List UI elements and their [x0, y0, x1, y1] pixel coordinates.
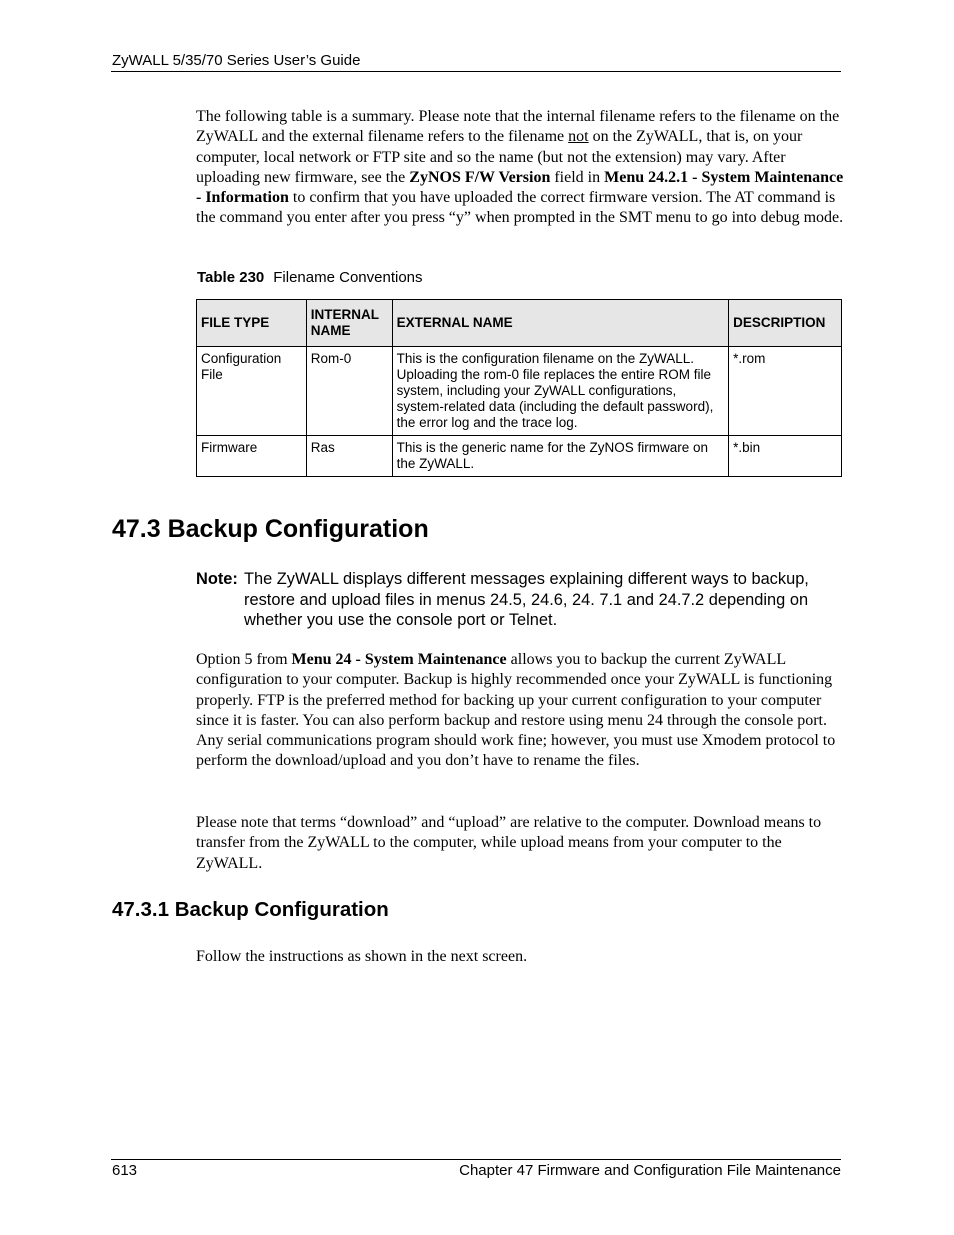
col-header-description: DESCRIPTION — [729, 300, 842, 347]
table-cell: This is the generic name for the ZyNOS firmware on the ZyWALL. — [392, 436, 728, 477]
table-row — [197, 436, 842, 477]
footer-rule — [111, 1159, 841, 1160]
table-caption: Table 230 Filename Conventions — [197, 269, 423, 286]
backup-paragraph: Option 5 from Menu 24 - System Maintenance allows you to backup the current ZyWALL configuration to your computer. Backup is highly recommended once your ZyWALL is functioning properly. FTP is the preferred method for backing up your current configuration to your computer since it is faster. You can also perform backup and restore using menu 24 through the console port. Any serial communications program should work fine; however, you must use Xmodem protocol to perform the download/upload and you don’t have to rename the files. — [196, 651, 836, 770]
chapter-title: Chapter 47 Firmware and Configuration File Maintenance — [459, 1162, 841, 1179]
section-heading: 47.3 Backup Configuration — [112, 515, 429, 543]
col-header-file-type: FILE TYPE — [197, 300, 307, 347]
download-upload-paragraph: Please note that terms “download” and “upload” are relative to the computer. Download means to transfer from the ZyWALL to the computer, while upload means from your computer to the ZyWALL. — [196, 814, 822, 872]
table-cell: Firmware — [197, 436, 307, 477]
table-row — [197, 347, 842, 436]
note-block — [196, 569, 846, 631]
note-label: Note: — [196, 570, 238, 588]
table-cell: *.bin — [729, 436, 842, 477]
table-cell: Rom-0 — [306, 347, 392, 436]
filename-conventions-table — [196, 299, 842, 477]
note-text: The ZyWALL displays different messages explaining different ways to backup, restore and upload files in menus 24.5, 24.6, 24. 7.1 and 24.7.2 depending on whether you use the console port or Telnet. — [244, 570, 809, 629]
header-rule — [111, 71, 841, 72]
subsection-heading: 47.3.1 Backup Configuration — [112, 898, 389, 921]
table-cell: *.rom — [729, 347, 842, 436]
table-cell: Configuration File — [197, 347, 307, 436]
col-header-internal-name: INTERNAL NAME — [306, 300, 392, 347]
table-cell: This is the configuration filename on the ZyWALL. Uploading the rom-0 file replaces the entire ROM file system, including your ZyWALL configurations, system-related data (including the default password), the error log and the trace log. — [392, 347, 728, 436]
intro-paragraph: The following table is a summary. Please note that the internal filename refers to the filename on the ZyWALL and the external filename refers to the filename not on the ZyWALL, that is, on your computer, local network or FTP site and so the name (but not the extension) may vary. After uploading new firmware, see the ZyNOS F/W Version field in Menu 24.2.1 - System Maintenance - Information to confirm that you have uploaded the correct firmware version. The AT command is the command you enter after you press “y” when prompted in the SMT menu to go into debug mode. — [196, 108, 844, 227]
running-header: ZyWALL 5/35/70 Series User’s Guide — [112, 52, 361, 69]
table-cell: Ras — [306, 436, 392, 477]
table-header-row — [197, 300, 842, 347]
page-number: 613 — [112, 1162, 138, 1179]
col-header-external-name: EXTERNAL NAME — [392, 300, 728, 347]
instructions-paragraph: Follow the instructions as shown in the next screen. — [196, 948, 528, 965]
